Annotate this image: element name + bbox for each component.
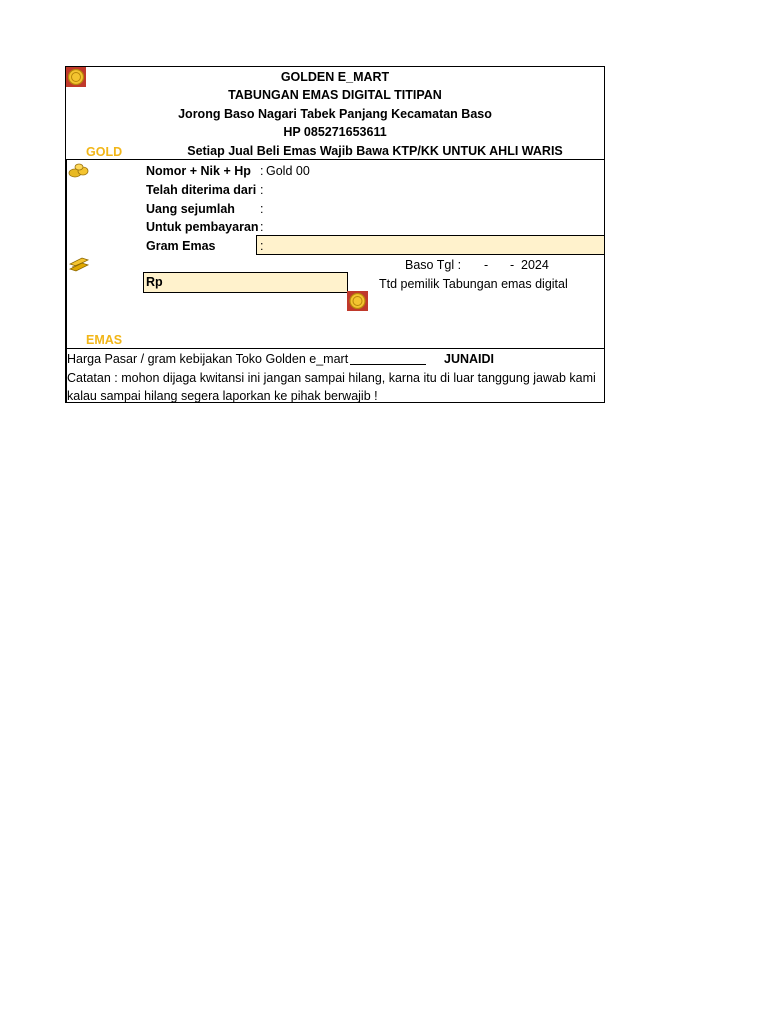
note-line-1: Catatan : mohon dijaga kwitansi ini jangan sampai hilang, karna itu di luar tanggung jawab kami: [67, 371, 596, 385]
gold-coin-icon: [66, 67, 86, 87]
colon-nomor: :: [260, 164, 264, 178]
amount-box[interactable]: [143, 272, 348, 293]
store-phone: HP 085271653611: [283, 125, 387, 139]
gram-emas-field[interactable]: [256, 235, 605, 255]
amount-prefix: Rp: [146, 275, 163, 289]
value-nomor[interactable]: Gold 00: [266, 164, 310, 178]
stamp-coin-icon: [347, 291, 368, 311]
date-prefix: Baso Tgl :: [405, 258, 462, 272]
signature-line: [350, 364, 426, 365]
colon-pembayaran: :: [260, 220, 264, 234]
side-label-emas: EMAS: [86, 333, 123, 347]
notes-divider: [66, 348, 604, 349]
receipt-title: TABUNGAN EMAS DIGITAL TITIPAN: [228, 88, 442, 102]
receipt: [65, 66, 605, 403]
store-name: GOLDEN E_MART: [280, 70, 390, 84]
colon-diterima: :: [260, 183, 264, 197]
date-sep-day: -: [484, 258, 489, 272]
signature-caption: Ttd pemilik Tabungan emas digital: [379, 277, 568, 291]
label-nomor: Nomor + Nik + Hp: [146, 164, 251, 178]
gold-bars-icon: [68, 255, 90, 273]
note-line-2: kalau sampai hilang segera laporkan ke pihak berwajib !: [67, 389, 378, 403]
label-uang: Uang sejumlah: [146, 202, 235, 216]
header-divider: [66, 159, 604, 160]
colon-uang: :: [260, 202, 264, 216]
side-label-gold: GOLD: [86, 145, 123, 159]
label-pembayaran: Untuk pembayaran: [146, 220, 259, 234]
store-address: Jorong Baso Nagari Tabek Panjang Kecamatan Baso: [178, 107, 492, 121]
label-diterima: Telah diterima dari: [146, 183, 257, 197]
colon-gram: :: [260, 239, 264, 253]
date-sep-month: -: [510, 258, 515, 272]
notice-ktp: Setiap Jual Beli Emas Wajib Bawa KTP/KK UNTUK AHLI WARIS: [187, 144, 563, 158]
label-gram: Gram Emas: [146, 239, 216, 253]
signer-name: JUNAIDI: [444, 352, 495, 366]
gold-nuggets-icon: [68, 163, 90, 179]
date-year: 2024: [521, 258, 549, 272]
price-note: Harga Pasar / gram kebijakan Toko Golden e_mart: [67, 352, 349, 366]
